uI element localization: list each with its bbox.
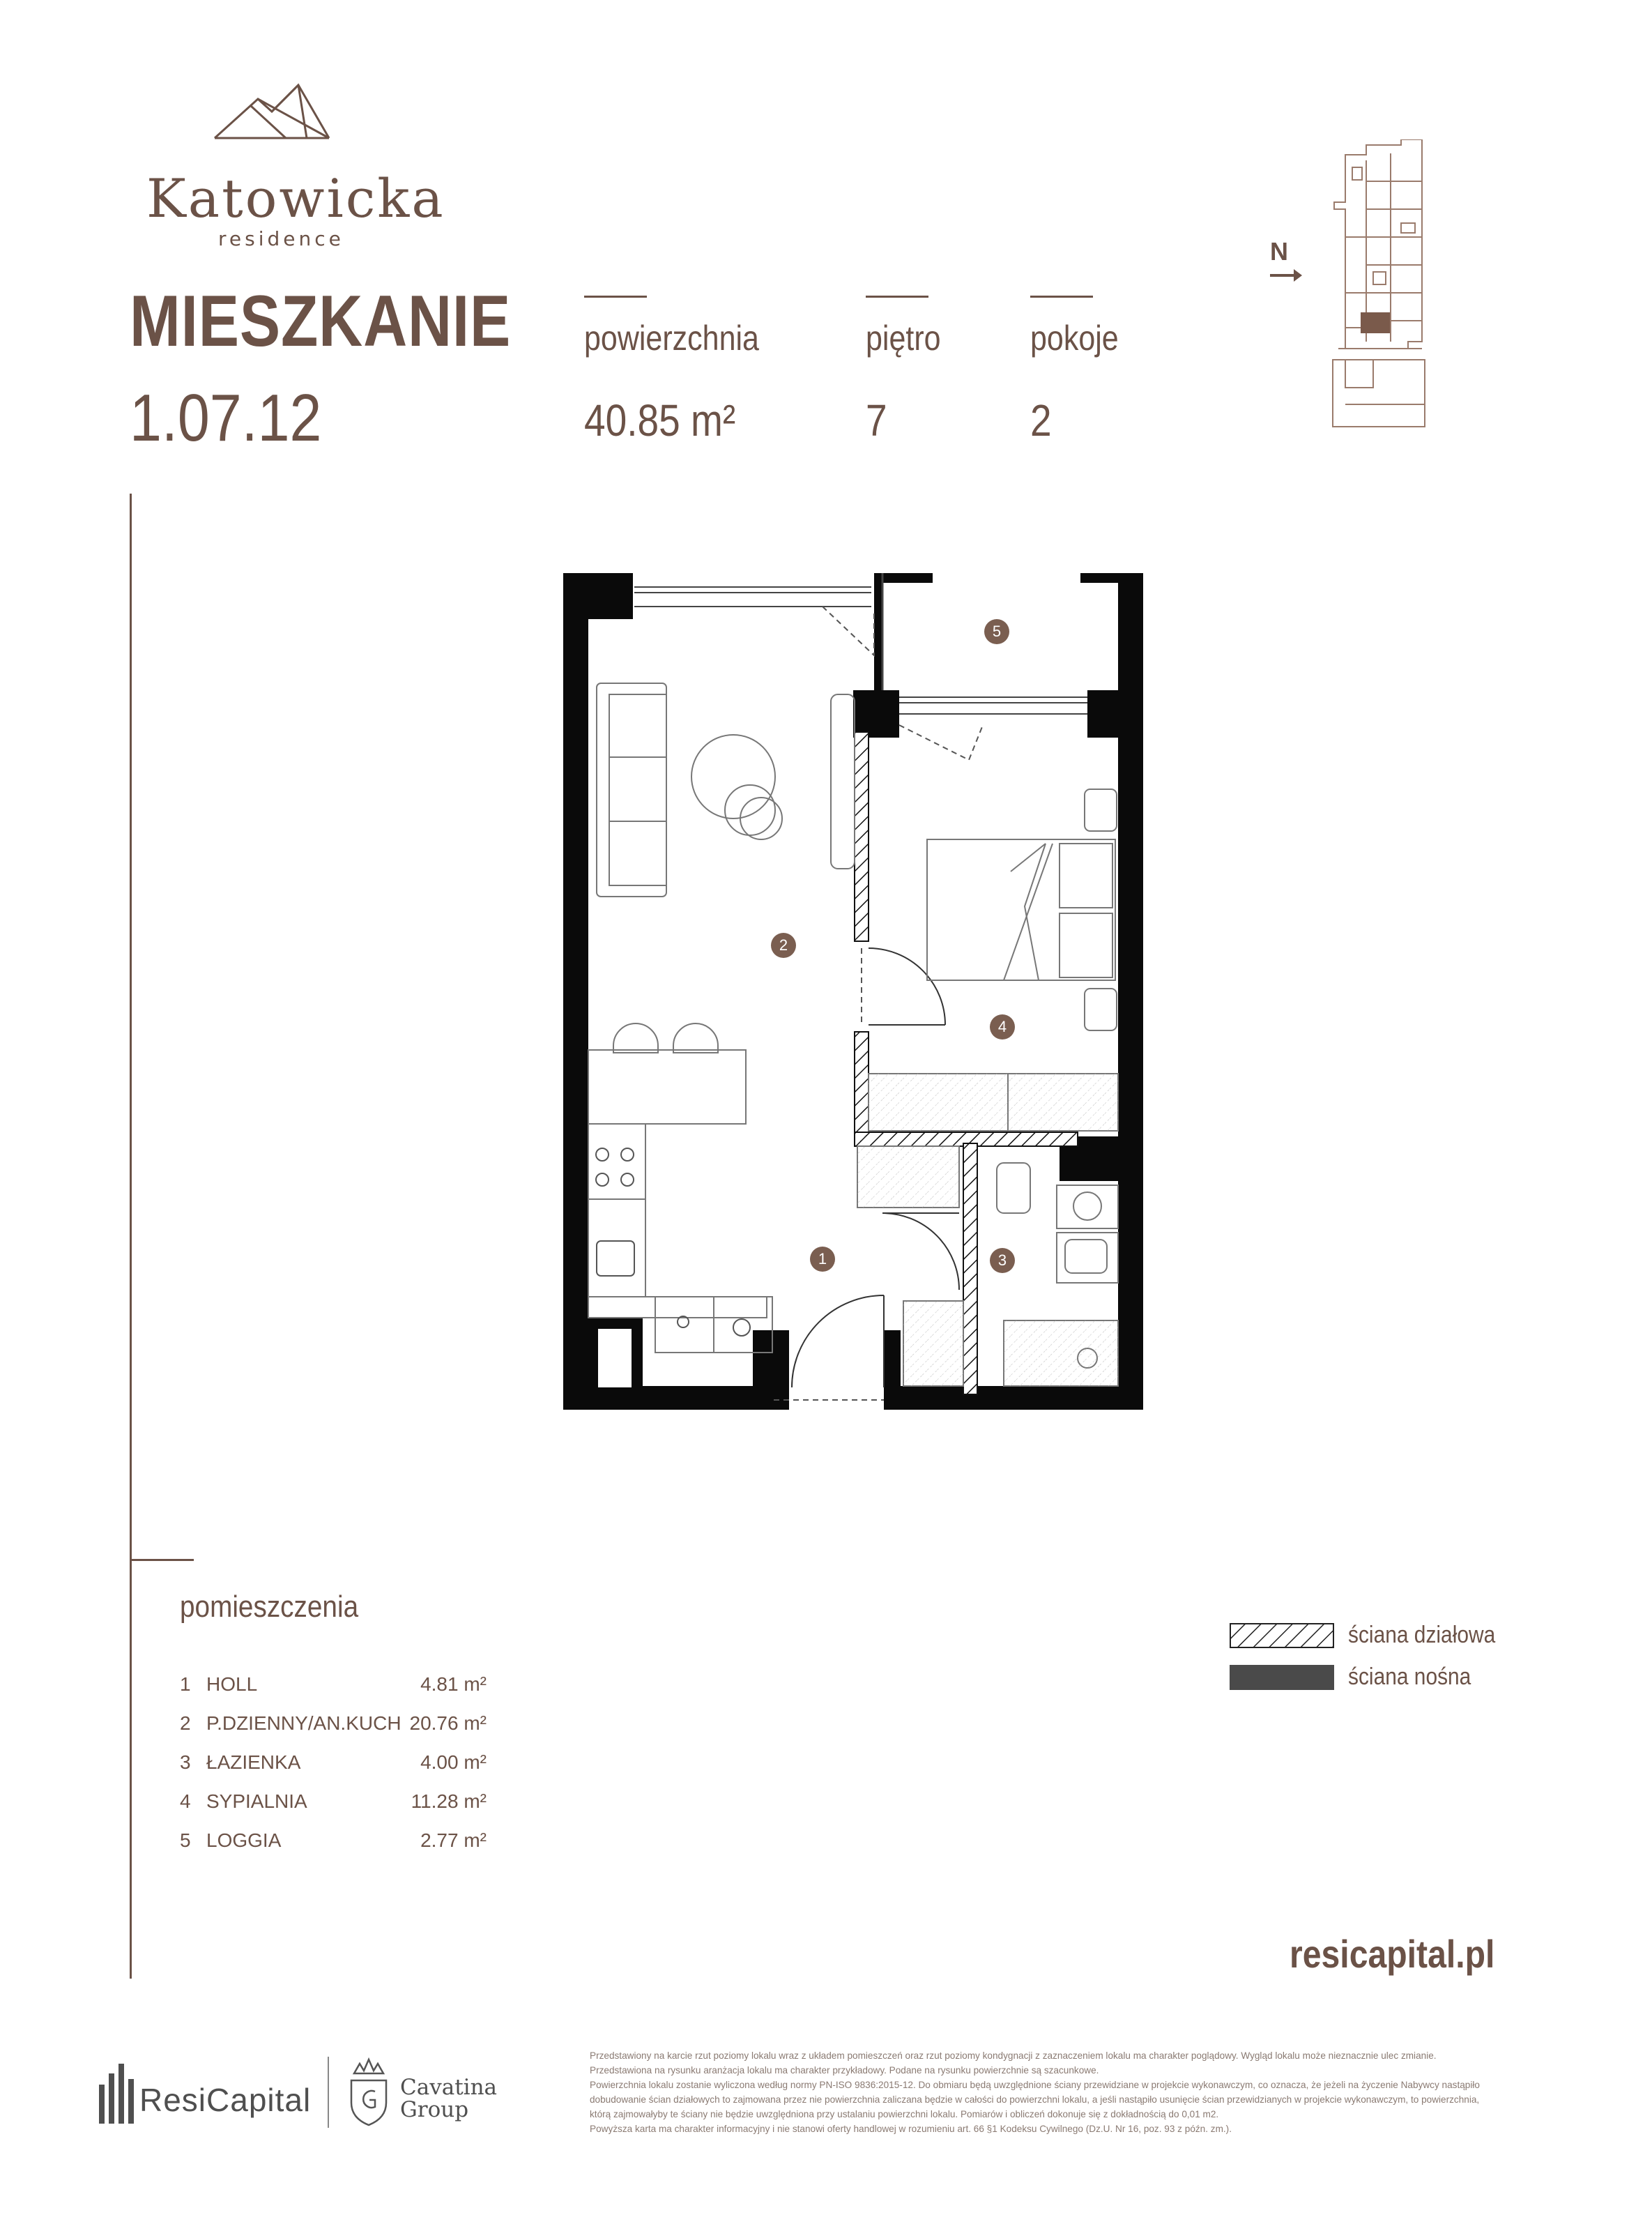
stat-rule-rooms: [1030, 296, 1093, 298]
guide-line-vertical: [130, 494, 132, 1979]
room-number: 1: [180, 1673, 191, 1695]
plan-marker-5: 5: [984, 619, 1009, 644]
stat-rule-area: [584, 296, 647, 298]
brand-subtitle: residence: [218, 227, 344, 250]
stat-value-area: 40.85 m²: [584, 395, 736, 446]
footer-brand-resicapital: ResiCapital: [139, 2082, 312, 2118]
mountain-logo-icon: [209, 78, 335, 141]
stat-value-floor: 7: [866, 395, 887, 446]
legend-hatched-swatch: [1230, 1623, 1334, 1648]
room-row: [180, 1751, 487, 1790]
stat-label-floor: piętro: [866, 319, 941, 358]
plan-marker-2: 2: [771, 933, 796, 958]
floor-plan: [558, 565, 1150, 1415]
room-area: 4.00 m²: [420, 1751, 487, 1773]
legal-disclaimer: [590, 2048, 1489, 2136]
plan-marker-3: 3: [990, 1248, 1015, 1273]
room-name: ŁAZIENKA: [206, 1751, 301, 1773]
building-key-plan: [1324, 139, 1429, 432]
footer-brand-cavatina-line1: Cavatina: [400, 2075, 498, 2100]
room-row: [180, 1712, 487, 1751]
footer-brand-cavatina-line2: Group: [400, 2097, 469, 2122]
room-name: LOGGIA: [206, 1829, 282, 1851]
legend-label-loadbearing: ściana nośna: [1348, 1663, 1471, 1690]
website-link[interactable]: resicapital.pl: [1290, 1932, 1495, 1976]
disclaimer-line: Przedstawiona na rysunku aranżacja lokalu ma charakter przykładowy. Podane na rysunku powierzchnie są szacunkowe.: [590, 2065, 1099, 2076]
room-number: 2: [180, 1712, 191, 1734]
plan-marker-4: 4: [990, 1014, 1015, 1040]
plan-marker-1: 1: [810, 1247, 835, 1272]
apartment-label: MIESZKANIE: [130, 281, 512, 362]
north-label: N: [1270, 237, 1288, 266]
room-row: [180, 1790, 487, 1829]
disclaimer-line: Powyższa karta ma charakter informacyjny i nie stanowi oferty handlowej w rozumieniu art. 66 §1 Kodeksu Cywilnego (Dz.U. Nr 16, poz. 93 z późn. zm.).: [590, 2124, 1232, 2134]
room-name: SYPIALNIA: [206, 1790, 307, 1812]
legend-label-partition: ściana działowa: [1348, 1622, 1496, 1648]
room-name: P.DZIENNY/AN.KUCH: [206, 1712, 401, 1734]
room-area: 2.77 m²: [420, 1829, 487, 1851]
stat-label-rooms: pokoje: [1030, 319, 1119, 358]
legend-solid-swatch: [1230, 1665, 1334, 1690]
room-name: HOLL: [206, 1673, 258, 1695]
room-row: [180, 1673, 487, 1712]
footer-divider: [328, 2057, 329, 2128]
room-number: 5: [180, 1829, 191, 1851]
apartment-number: 1.07.12: [130, 381, 322, 455]
footer-brand-cavatina: [400, 2076, 497, 2121]
room-area: 20.76 m²: [409, 1712, 487, 1734]
room-row: [180, 1829, 487, 1868]
room-number: 3: [180, 1751, 191, 1773]
north-arrow-icon: [1269, 265, 1303, 286]
stat-value-rooms: 2: [1030, 395, 1052, 446]
cavatina-crest-icon: [347, 2057, 390, 2126]
room-area: 11.28 m²: [411, 1790, 487, 1812]
brand-name: Katowicka: [146, 167, 445, 229]
disclaimer-line: Przedstawiony na karcie rzut poziomy lokalu wraz z układem pomieszczeń oraz rzut poziomy kondygnacji z zaznaczeniem lokalu ma charakter poglądowy. Wygląd lokalu może nieznacznie ulec zmianie.: [590, 2050, 1437, 2061]
resicapital-logo-icon: [98, 2064, 134, 2124]
guide-line-horizontal: [130, 1559, 194, 1561]
disclaimer-line: Powierzchnia lokalu zostanie wyliczona według normy PN-ISO 9836:2015-12. Do obmiaru będą uwzględnione ściany przewidziane w projekcie wykonawczym, co oznacza, że jeżeli na życzenie Nabywcy nastąpiło dobudowanie ścian działowych to zajmowana przez nie powierzchnia zaliczana będzie w całości do powierzchni lokalu, a jeśli nastąpiło usunięcie ścian przewidzianych w projekcie wykonawczym, to powierzchnia, którą zajmowałyby te ściany nie będzie uwzględniona przy ustalaniu powierzchni lokalu. Pomiarów i obliczeń dokonuje się z dokładnością do 0,01 m2.: [590, 2080, 1480, 2119]
room-number: 4: [180, 1790, 191, 1812]
room-area: 4.81 m²: [420, 1673, 487, 1695]
stat-label-area: powierzchnia: [584, 319, 759, 358]
stat-rule-floor: [866, 296, 928, 298]
rooms-title: pomieszczenia: [180, 1590, 359, 1624]
